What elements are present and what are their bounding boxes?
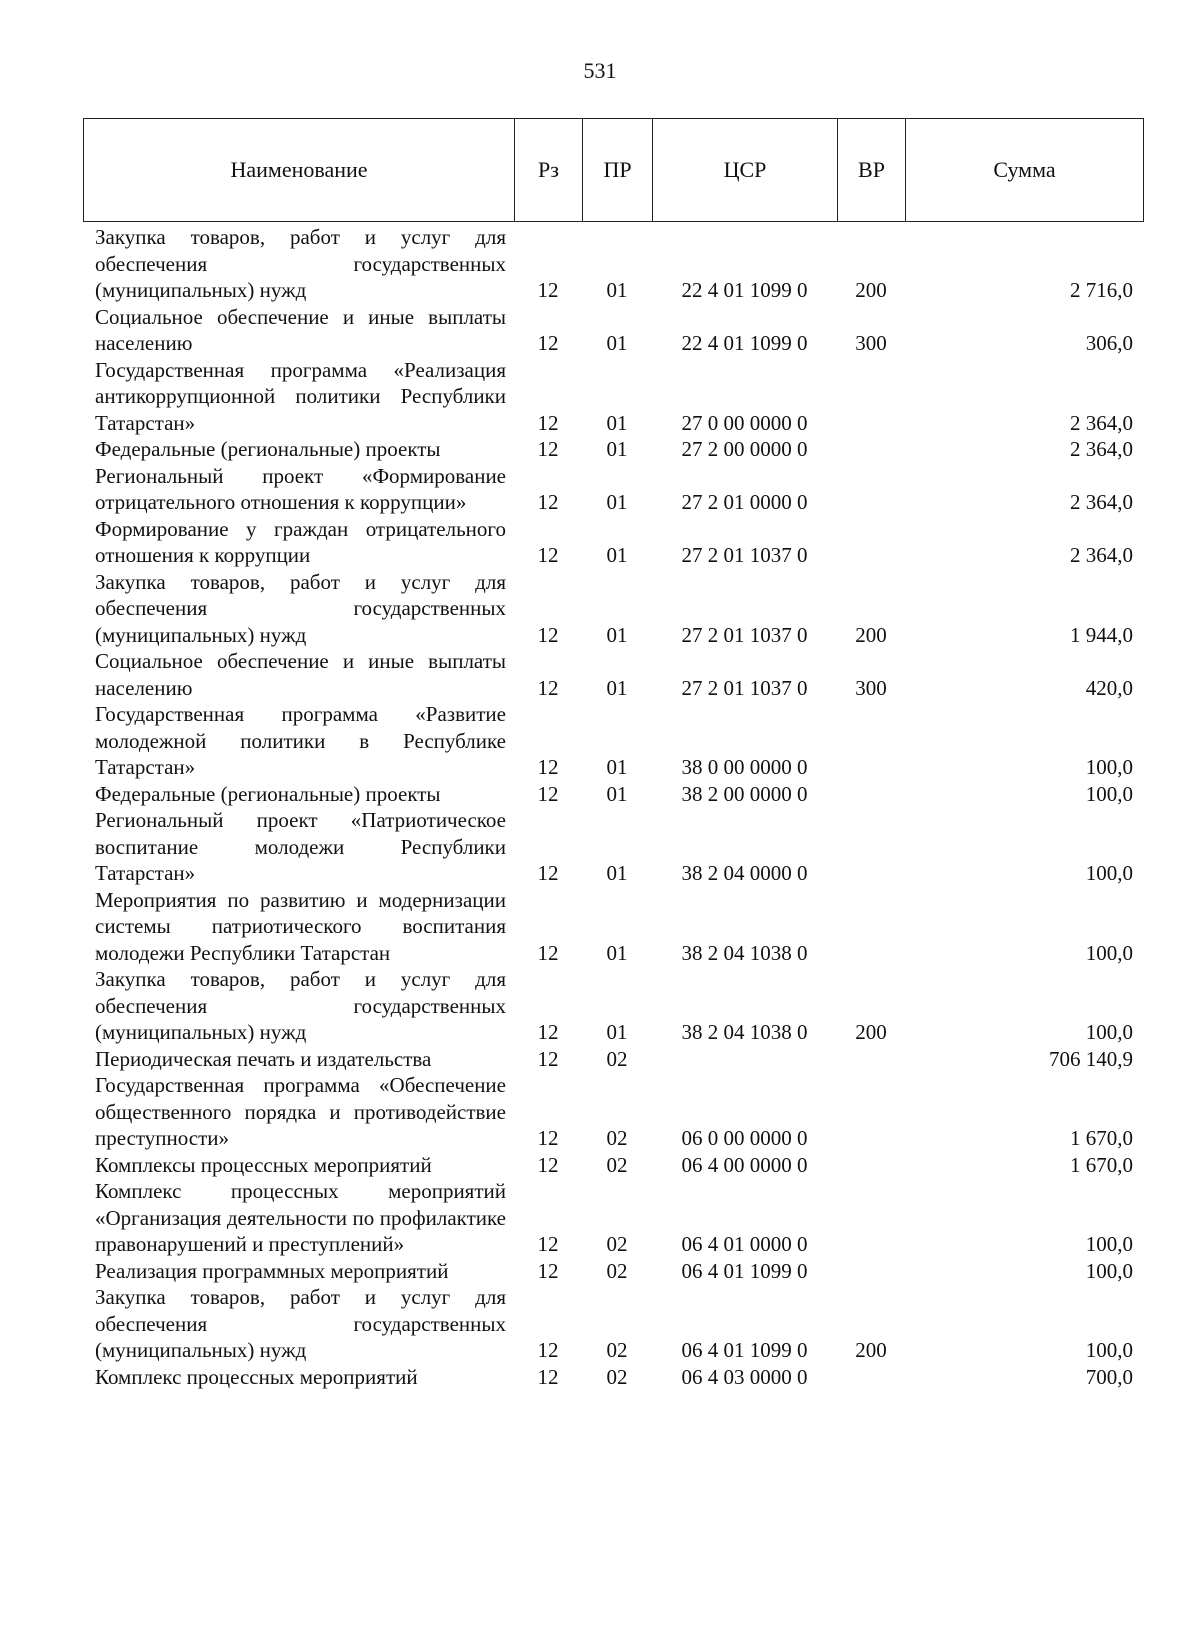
cell-pr: 01 <box>606 331 628 355</box>
cell-vr <box>837 1046 905 1073</box>
cell-sum: 2 716,0 <box>1070 278 1133 302</box>
cell-csr: 38 2 04 1038 0 <box>681 1020 808 1044</box>
cell-sum: 100,0 <box>1085 781 1133 806</box>
cell-rz: 12 <box>537 490 559 514</box>
table-row <box>83 1152 1143 1179</box>
cell-pr: 02 <box>606 1152 628 1177</box>
cell-name: Закупка товаров, работ и услуг для обеспечения государственных (муниципальных) нужд <box>95 225 506 302</box>
cell-pr: 02 <box>606 1046 628 1071</box>
cell-vr: 200 <box>855 1020 887 1044</box>
cell-name: Государственная программа «Развитие молодежной политики в Республике Татарстан» <box>95 702 506 779</box>
cell-csr: 38 2 04 0000 0 <box>681 861 808 885</box>
cell-name: Периодическая печать и издательства <box>95 1046 432 1071</box>
cell-name: Региональный проект «Формирование отрицательного отношения к коррупции» <box>95 463 506 514</box>
cell-rz: 12 <box>537 1126 559 1150</box>
table-row <box>83 966 1143 1046</box>
cell-csr: 27 2 01 1037 0 <box>681 622 808 647</box>
header-rz: Рз <box>515 119 583 222</box>
cell-vr <box>837 1072 905 1152</box>
cell-rz: 12 <box>537 410 559 435</box>
cell-vr <box>837 887 905 967</box>
cell-sum: 2 364,0 <box>1070 437 1133 461</box>
cell-sum: 2 364,0 <box>1070 543 1133 567</box>
cell-name: Социальное обеспечение и иные выплаты населению <box>95 304 506 355</box>
cell-pr: 01 <box>606 437 628 461</box>
cell-pr: 01 <box>606 490 628 514</box>
cell-csr: 06 4 00 0000 0 <box>681 1152 808 1177</box>
cell-vr <box>837 436 905 463</box>
cell-vr <box>837 516 905 569</box>
header-sum: Сумма <box>906 119 1144 222</box>
cell-csr: 27 2 01 0000 0 <box>681 490 808 514</box>
cell-csr: 27 0 00 0000 0 <box>681 410 808 435</box>
cell-sum: 2 364,0 <box>1070 490 1133 514</box>
cell-sum: 1 670,0 <box>1070 1152 1133 1177</box>
cell-name: Федеральные (региональные) проекты <box>95 781 441 806</box>
cell-name: Социальное обеспечение и иные выплаты населению <box>95 649 506 700</box>
cell-csr: 27 2 01 1037 0 <box>681 543 808 567</box>
cell-csr: 06 4 01 1099 0 <box>681 1258 808 1283</box>
cell-vr <box>837 1258 905 1285</box>
cell-csr: 06 4 01 0000 0 <box>681 1232 808 1256</box>
cell-rz: 12 <box>537 861 559 885</box>
cell-pr: 01 <box>606 781 628 806</box>
cell-vr <box>837 807 905 887</box>
cell-pr: 01 <box>606 861 628 885</box>
cell-rz: 12 <box>537 543 559 567</box>
cell-sum: 100,0 <box>1085 861 1133 885</box>
cell-pr: 01 <box>606 410 628 435</box>
table-row <box>83 807 1143 887</box>
cell-pr: 02 <box>606 1232 628 1256</box>
header-vr: ВР <box>838 119 906 222</box>
cell-sum: 100,0 <box>1085 940 1133 965</box>
cell-name: Федеральные (региональные) проекты <box>95 437 441 461</box>
cell-csr: 06 4 03 0000 0 <box>681 1364 808 1389</box>
cell-csr: 27 2 01 1037 0 <box>681 675 808 700</box>
cell-sum: 100,0 <box>1085 1232 1133 1256</box>
cell-sum: 100,0 <box>1085 755 1133 779</box>
cell-rz: 12 <box>537 1152 559 1177</box>
table-row <box>83 304 1143 357</box>
cell-csr <box>652 1046 837 1073</box>
cell-pr: 01 <box>606 940 628 965</box>
table-row <box>83 436 1143 463</box>
cell-pr: 01 <box>606 755 628 779</box>
cell-vr: 300 <box>855 675 887 700</box>
cell-vr <box>837 1152 905 1179</box>
cell-sum: 306,0 <box>1085 331 1133 355</box>
table-row <box>83 648 1143 701</box>
cell-rz: 12 <box>537 437 559 461</box>
cell-rz: 12 <box>537 1258 559 1283</box>
cell-rz: 12 <box>537 278 559 302</box>
cell-vr <box>837 1364 905 1391</box>
cell-csr: 22 4 01 1099 0 <box>681 331 808 355</box>
table-row <box>83 1072 1143 1152</box>
cell-rz: 12 <box>537 1338 559 1362</box>
table-row <box>83 569 1143 649</box>
cell-name: Комплекс процессных мероприятий <box>95 1364 418 1389</box>
cell-pr: 01 <box>606 543 628 567</box>
table-row <box>83 1178 1143 1258</box>
budget-table <box>83 224 1143 1390</box>
cell-sum: 700,0 <box>1085 1364 1133 1389</box>
cell-vr <box>837 1178 905 1258</box>
cell-rz: 12 <box>537 940 559 965</box>
cell-vr <box>837 357 905 437</box>
cell-name: Комплексы процессных мероприятий <box>95 1152 432 1177</box>
cell-vr: 300 <box>855 331 887 355</box>
cell-sum: 100,0 <box>1085 1258 1133 1283</box>
cell-pr: 02 <box>606 1364 628 1389</box>
cell-vr: 200 <box>855 1338 887 1362</box>
table-row <box>83 516 1143 569</box>
table-header <box>83 118 1144 222</box>
cell-pr: 01 <box>606 675 628 700</box>
cell-name: Закупка товаров, работ и услуг для обеспечения государственных (муниципальных) нужд <box>95 1285 506 1362</box>
cell-csr: 22 4 01 1099 0 <box>681 278 808 302</box>
table-row <box>83 1258 1143 1285</box>
cell-name: Реализация программных мероприятий <box>95 1258 449 1283</box>
cell-csr: 38 2 04 1038 0 <box>681 940 808 965</box>
cell-name: Государственная программа «Реализация антикоррупционной политики Республики Татарстан» <box>95 357 506 435</box>
cell-rz: 12 <box>537 1046 559 1071</box>
cell-pr: 01 <box>606 622 628 647</box>
cell-sum: 1 944,0 <box>1070 622 1133 647</box>
header-csr: ЦСР <box>653 119 838 222</box>
table-row <box>83 224 1143 304</box>
cell-vr <box>837 463 905 516</box>
cell-rz: 12 <box>537 1232 559 1256</box>
table-row <box>83 781 1143 808</box>
cell-name: Закупка товаров, работ и услуг для обеспечения государственных (муниципальных) нужд <box>95 967 506 1044</box>
cell-sum: 100,0 <box>1085 1338 1133 1362</box>
page-number: 531 <box>583 58 617 83</box>
cell-rz: 12 <box>537 781 559 806</box>
cell-pr: 02 <box>606 1258 628 1283</box>
table-row <box>83 463 1143 516</box>
cell-csr: 06 4 01 1099 0 <box>681 1338 808 1362</box>
cell-pr: 01 <box>606 278 628 302</box>
table-row <box>83 887 1143 967</box>
cell-rz: 12 <box>537 1364 559 1389</box>
cell-csr: 06 0 00 0000 0 <box>681 1126 808 1150</box>
cell-rz: 12 <box>537 1020 559 1044</box>
table-row <box>83 1284 1143 1364</box>
cell-pr: 01 <box>606 1020 628 1044</box>
cell-name: Региональный проект «Патриотическое воспитание молодежи Республики Татарстан» <box>95 808 506 885</box>
cell-rz: 12 <box>537 675 559 700</box>
cell-sum: 420,0 <box>1085 675 1133 700</box>
cell-vr: 200 <box>855 622 887 647</box>
cell-rz: 12 <box>537 622 559 647</box>
cell-sum: 706 140,9 <box>1049 1046 1133 1071</box>
header-name: Наименование <box>84 119 515 222</box>
cell-name: Мероприятия по развитию и модернизации системы патриотического воспитания молодежи Республики Татарстан <box>95 887 506 965</box>
cell-name: Формирование у граждан отрицательного отношения к коррупции <box>95 516 506 567</box>
table-body <box>83 224 1143 1390</box>
cell-pr: 02 <box>606 1338 628 1362</box>
table-row <box>83 701 1143 781</box>
table-row <box>83 1046 1143 1073</box>
cell-name: Комплекс процессных мероприятий «Организация деятельности по профилактике правонарушений и преступлений» <box>95 1179 506 1256</box>
header-pr: ПР <box>583 119 653 222</box>
table-row <box>83 357 1143 437</box>
cell-vr: 200 <box>855 278 887 302</box>
cell-sum: 2 364,0 <box>1070 410 1133 435</box>
cell-csr: 27 2 00 0000 0 <box>681 437 808 461</box>
table-row <box>83 1364 1143 1391</box>
cell-name: Государственная программа «Обеспечение общественного порядка и противодействие преступности» <box>95 1073 506 1150</box>
cell-sum: 1 670,0 <box>1070 1126 1133 1150</box>
cell-pr: 02 <box>606 1126 628 1150</box>
cell-vr <box>837 701 905 781</box>
cell-sum: 100,0 <box>1085 1020 1133 1044</box>
cell-csr: 38 0 00 0000 0 <box>681 755 808 779</box>
cell-name: Закупка товаров, работ и услуг для обеспечения государственных (муниципальных) нужд <box>95 569 506 647</box>
cell-rz: 12 <box>537 331 559 355</box>
cell-csr: 38 2 00 0000 0 <box>681 781 808 806</box>
cell-rz: 12 <box>537 755 559 779</box>
cell-vr <box>837 781 905 808</box>
